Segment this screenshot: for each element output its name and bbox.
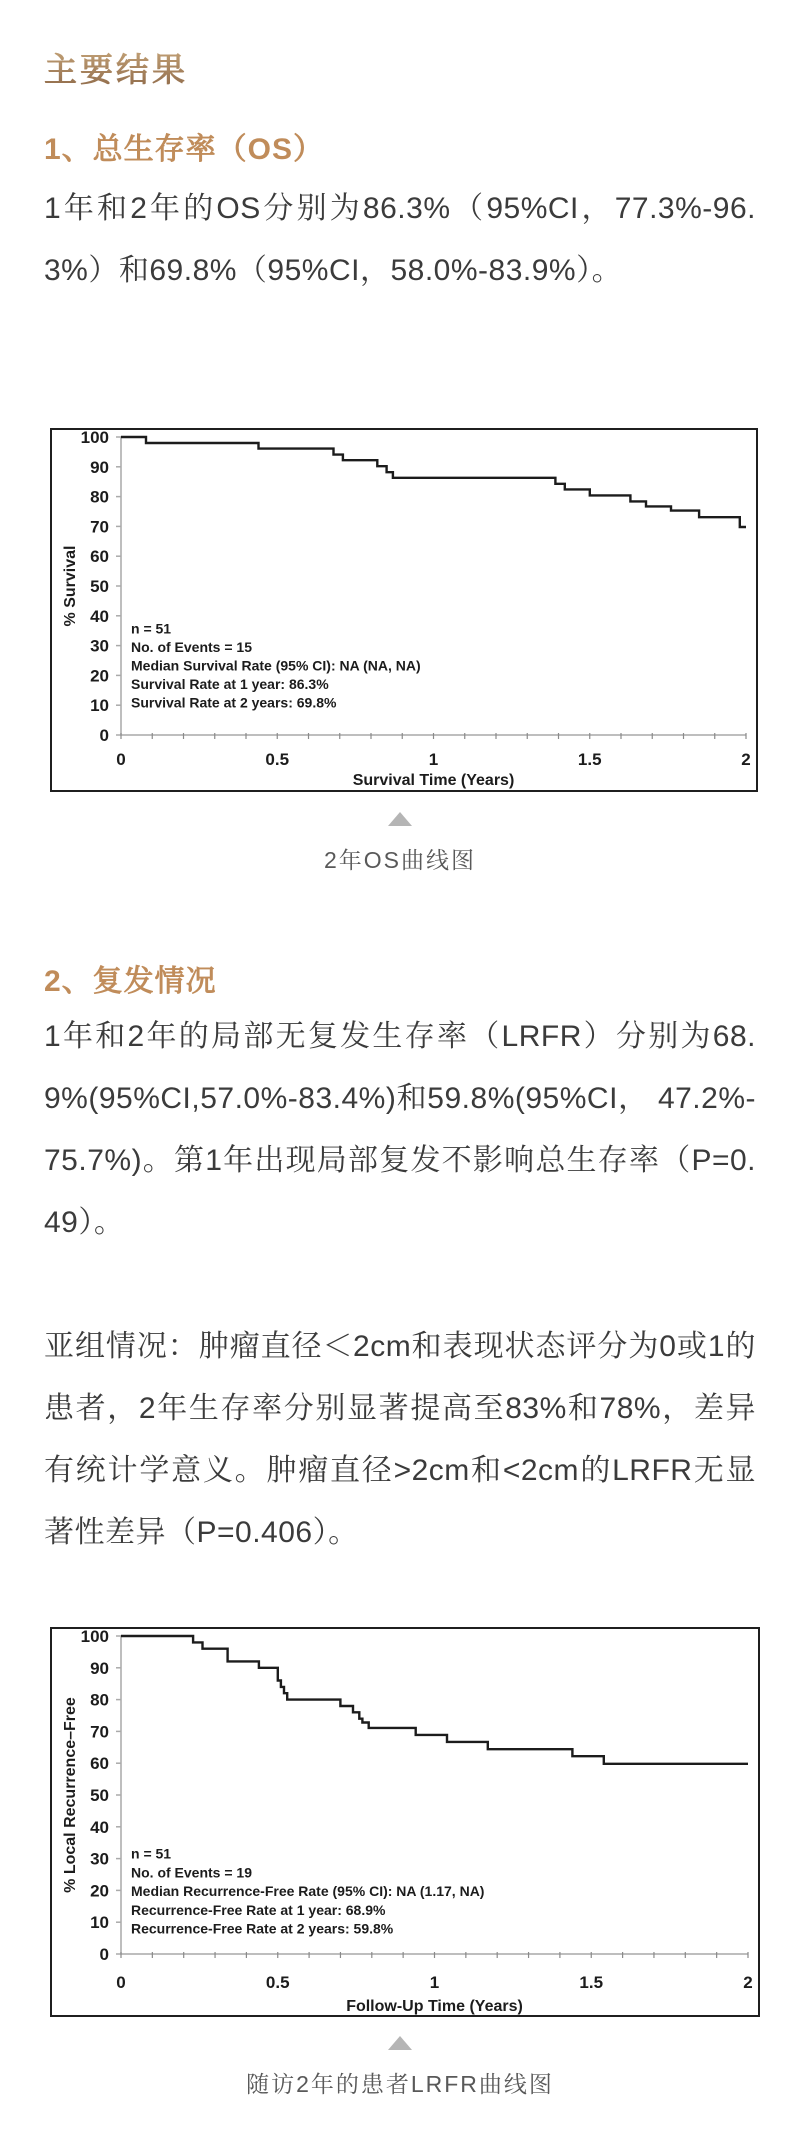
y-tick-label: 100 xyxy=(80,1627,109,1646)
section-2-heading: 2、复发情况 xyxy=(44,965,217,998)
chart-annotation-line: Median Survival Rate (95% CI): NA (NA, NA) xyxy=(131,657,421,674)
y-tick-label: 70 xyxy=(90,517,109,537)
chart-annotation-line: Median Recurrence-Free Rate (95% CI): NA (1.17, NA) xyxy=(131,1883,485,1900)
y-tick-label: 90 xyxy=(90,1658,109,1678)
y-tick-label: 20 xyxy=(90,666,109,686)
chart-annotation-line: No. of Events = 19 xyxy=(131,1864,252,1881)
y-tick-label: 100 xyxy=(80,428,109,447)
y-tick-label: 70 xyxy=(90,1722,109,1742)
os-kaplan-meier-chart xyxy=(50,428,758,792)
os-caption-text: 2年OS曲线图 xyxy=(323,847,477,873)
os-chart-figure xyxy=(50,428,758,792)
x-tick-label: 0 xyxy=(116,750,126,769)
lrfr-figure-caption xyxy=(0,2036,800,2099)
y-tick-label: 10 xyxy=(90,696,109,716)
y-tick-label: 80 xyxy=(90,1690,109,1710)
x-axis-title: Survival Time (Years) xyxy=(352,772,515,789)
x-tick-label: 0.5 xyxy=(265,750,290,769)
y-tick-label: 30 xyxy=(90,1849,109,1869)
y-tick-label: 40 xyxy=(90,606,109,626)
x-tick-label: 1 xyxy=(428,750,439,769)
lrfr-chart-figure xyxy=(50,1627,760,2017)
y-tick-label: 80 xyxy=(90,487,109,507)
y-tick-label: 20 xyxy=(90,1881,109,1901)
chart-annotation-line: n = 51 xyxy=(131,620,172,637)
os-result-paragraph: 1年和2年的OS分别为86.3%（95%CI，77.3%-96.3%）和69.8%（95%CI，58.0%-83.9%）。 xyxy=(44,192,756,287)
y-tick-label: 0 xyxy=(99,1945,109,1964)
y-axis-title: % Survival xyxy=(62,545,79,627)
y-tick-label: 60 xyxy=(90,547,109,567)
y-tick-label: 90 xyxy=(90,457,109,477)
chart-annotation-line: Recurrence-Free Rate at 1 year: 68.9% xyxy=(131,1901,386,1918)
x-tick-label: 2 xyxy=(741,750,751,769)
x-tick-label: 1.5 xyxy=(579,1973,604,1992)
chart-annotation-line: Survival Rate at 1 year: 86.3% xyxy=(131,676,329,693)
x-tick-label: 1 xyxy=(429,1973,440,1992)
chart-panel-border xyxy=(51,429,757,791)
y-tick-label: 60 xyxy=(90,1754,109,1774)
lrfr-kaplan-meier-chart xyxy=(50,1627,760,2017)
section-1-heading: 1、总生存率（OS） xyxy=(44,133,325,166)
caption-triangle-icon xyxy=(388,812,412,826)
y-tick-label: 50 xyxy=(90,1786,109,1805)
chart-panel-border xyxy=(51,1628,759,2016)
caption-triangle-icon xyxy=(388,2036,412,2050)
x-tick-label: 0 xyxy=(116,1973,126,1992)
y-tick-label: 40 xyxy=(90,1817,109,1837)
x-tick-label: 0.5 xyxy=(265,1973,290,1992)
y-tick-label: 30 xyxy=(90,636,109,656)
lrfr-caption-text: 随访2年的患者LRFR曲线图 xyxy=(246,2071,554,2097)
x-tick-label: 1.5 xyxy=(577,750,602,769)
chart-annotation-line: Recurrence-Free Rate at 2 years: 59.8% xyxy=(131,1920,394,1937)
chart-annotation-line: n = 51 xyxy=(131,1845,172,1862)
x-tick-label: 2 xyxy=(743,1973,753,1992)
page-title: 主要结果 xyxy=(44,44,188,91)
chart-annotation-line: No. of Events = 15 xyxy=(131,639,252,656)
y-tick-label: 10 xyxy=(90,1913,109,1933)
lrfr-result-paragraph: 1年和2年的局部无复发生存率（LRFR）分别为68.9%(95%CI,57.0%-83.4%)和59.8%(95%CI， 47.2%-75.7%)。第1年出现局部复发不影响总生存率（P=0.49）。 xyxy=(44,1020,756,1239)
y-axis-title: % Local Recurrence–Free xyxy=(62,1697,79,1893)
os-figure-caption xyxy=(0,812,800,875)
subgroup-paragraph: 亚组情况：肿瘤直径＜2cm和表现状态评分为0或1的患者，2年生存率分别显著提高至83%和78%，差异有统计学意义。肿瘤直径>2cm和<2cm的LRFR无显著性差异（P=0.406）。 xyxy=(44,1330,756,1549)
y-tick-label: 0 xyxy=(99,726,109,745)
x-axis-title: Follow-Up Time (Years) xyxy=(346,1998,523,2015)
chart-annotation-line: Survival Rate at 2 years: 69.8% xyxy=(131,694,337,711)
y-tick-label: 50 xyxy=(90,577,109,596)
